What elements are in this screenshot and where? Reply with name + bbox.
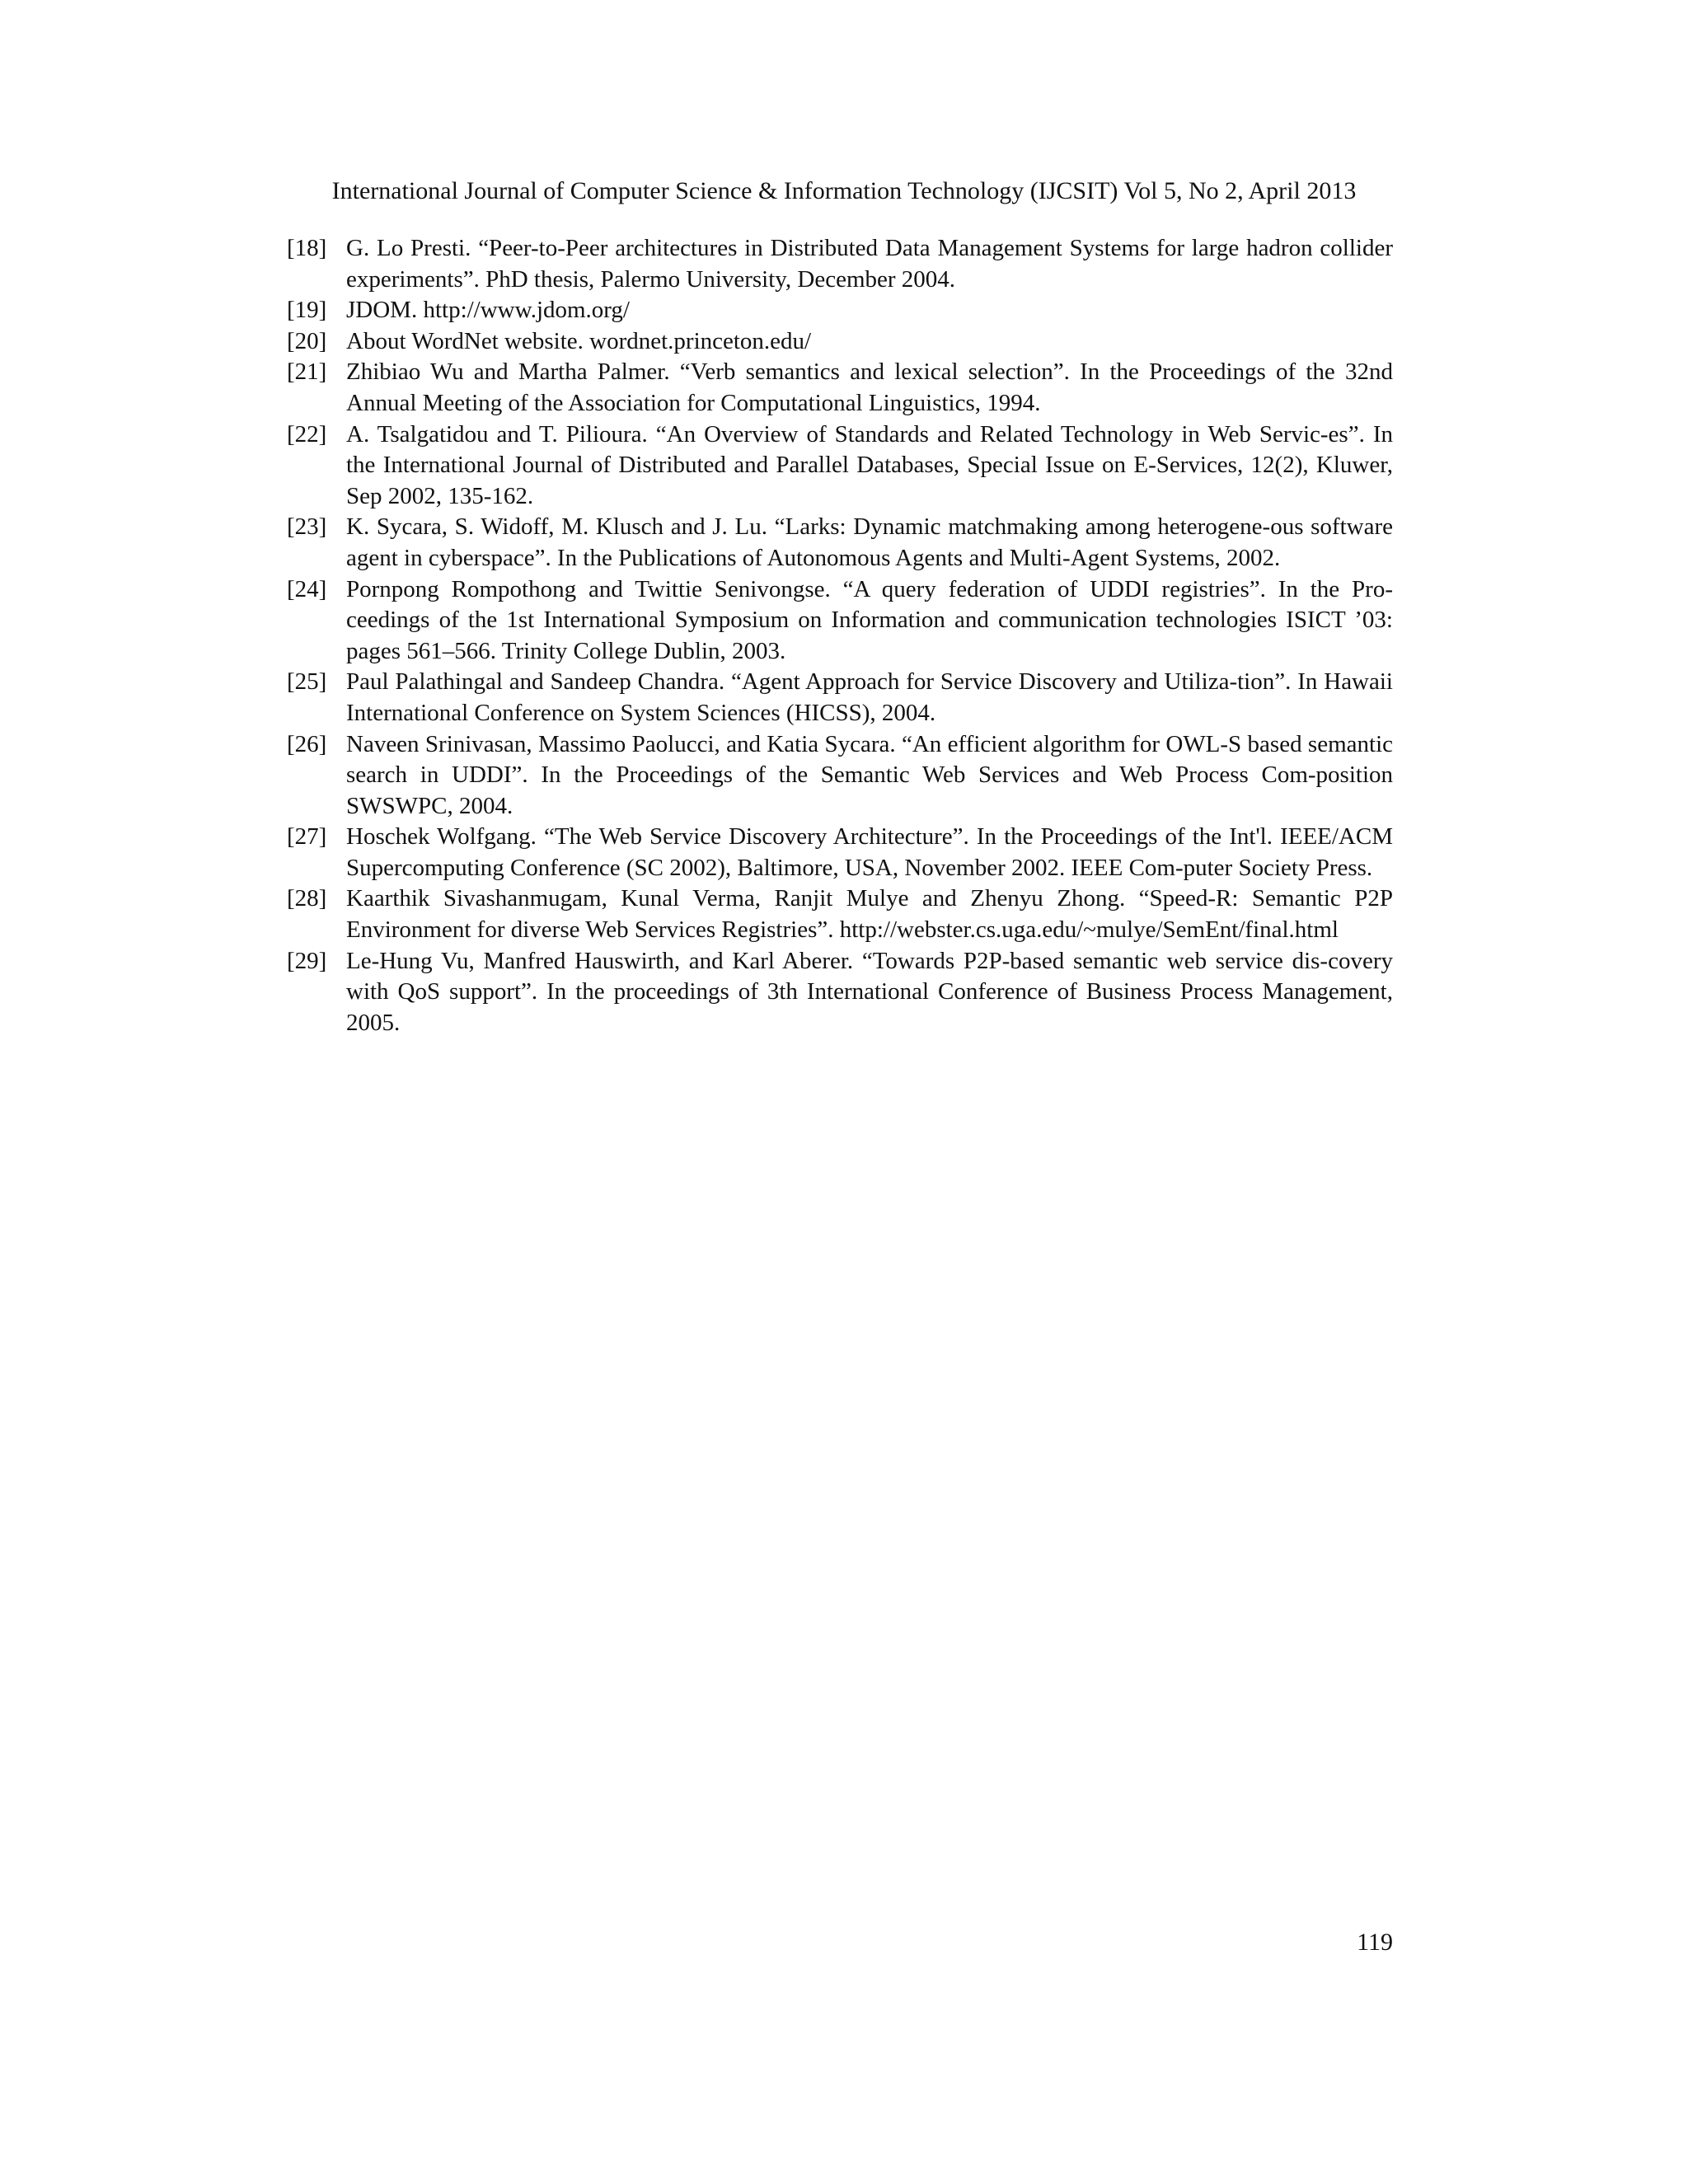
reference-item-23: [287, 512, 1393, 574]
reference-item-18: [287, 233, 1393, 295]
reference-text: About WordNet website. wordnet.princeton.edu/: [346, 327, 812, 354]
reference-text: K. Sycara, S. Widoff, M. Klusch and J. Lu. “Larks: Dynamic matchmaking among heterogene-ous software agent in cyberspace”. In the Publications of Autonomous Agents and Multi-Agent Systems, 2002.: [346, 513, 1393, 571]
reference-number: [19]: [287, 297, 327, 324]
reference-text: A. Tsalgatidou and T. Pilioura. “An Overview of Standards and Related Technology in Web Servic-es”. In the International Journal of Distributed and Parallel Databases, Special Issue on E-Services, 12(2), Kluwer, Sep 2002, 135-162.: [346, 420, 1393, 509]
reference-item-28: [287, 883, 1393, 945]
reference-number: [29]: [287, 947, 327, 974]
reference-text: Kaarthik Sivashanmugam, Kunal Verma, Ranjit Mulye and Zhenyu Zhong. “Speed-R: Semantic P2P Environment for diverse Web Services Registries”. http://webster.cs.uga.edu/~mulye/SemEnt/final.html: [346, 885, 1393, 944]
running-header: International Journal of Computer Science & Information Technology (IJCSIT) Vol 5, No 2, April 2013: [331, 177, 1357, 204]
reference-number: [20]: [287, 327, 327, 354]
reference-item-26: [287, 729, 1393, 823]
reference-text: Naveen Srinivasan, Massimo Paolucci, and Katia Sycara. “An efficient algorithm for OWL-S based semantic search in UDDI”. In the Proceedings of the Semantic Web Services and Web Process Com-position SWSWPC, 2004.: [346, 730, 1393, 819]
reference-number: [21]: [287, 359, 327, 386]
reference-text: Paul Palathingal and Sandeep Chandra. “Agent Approach for Service Discovery and Utiliza-tion”. In Hawaii International Conference on System Sciences (HICSS), 2004.: [346, 668, 1393, 726]
reference-item-20: [287, 326, 1393, 358]
reference-text: Le-Hung Vu, Manfred Hauswirth, and Karl Aberer. “Towards P2P-based semantic web service dis-covery with QoS support”. In the proceedings of 3th International Conference of Business Process Management, 2005.: [346, 947, 1393, 1036]
reference-number: [18]: [287, 235, 327, 261]
reference-item-21: [287, 357, 1393, 419]
reference-item-25: [287, 667, 1393, 729]
reference-text: JDOM. http://www.jdom.org/: [346, 297, 630, 324]
reference-item-29: [287, 946, 1393, 1039]
reference-text: Pornpong Rompothong and Twittie Senivongse. “A query federation of UDDI registries”. In the Pro-ceedings of the 1st International Symposium on Information and communication technologies ISICT ’03: pages 561–566. Trinity College Dublin, 2003.: [346, 575, 1393, 664]
reference-item-24: [287, 574, 1393, 668]
reference-number: [28]: [287, 885, 327, 912]
reference-number: [22]: [287, 420, 327, 448]
reference-text: Hoschek Wolfgang. “The Web Service Discovery Architecture”. In the Proceedings of the Int'l. IEEE/ACM Supercomputing Conference (SC 2002), Baltimore, USA, November 2002. IEEE Com-puter Society Press.: [346, 823, 1393, 881]
reference-number: [23]: [287, 513, 327, 541]
page-number: 119: [1357, 1929, 1393, 1956]
reference-number: [24]: [287, 575, 327, 602]
reference-list: [287, 233, 1393, 1038]
reference-text: G. Lo Presti. “Peer-to-Peer architectures in Distributed Data Management Systems for large hadron collider experiments”. PhD thesis, Palermo University, December 2004.: [346, 235, 1393, 293]
reference-item-27: [287, 822, 1393, 883]
reference-number: [25]: [287, 668, 327, 696]
reference-number: [27]: [287, 823, 327, 851]
reference-item-22: [287, 419, 1393, 513]
reference-text: Zhibiao Wu and Martha Palmer. “Verb semantics and lexical selection”. In the Proceedings of the 32nd Annual Meeting of the Association for Computational Linguistics, 1994.: [346, 359, 1393, 416]
reference-number: [26]: [287, 730, 327, 757]
reference-item-19: [287, 295, 1393, 326]
